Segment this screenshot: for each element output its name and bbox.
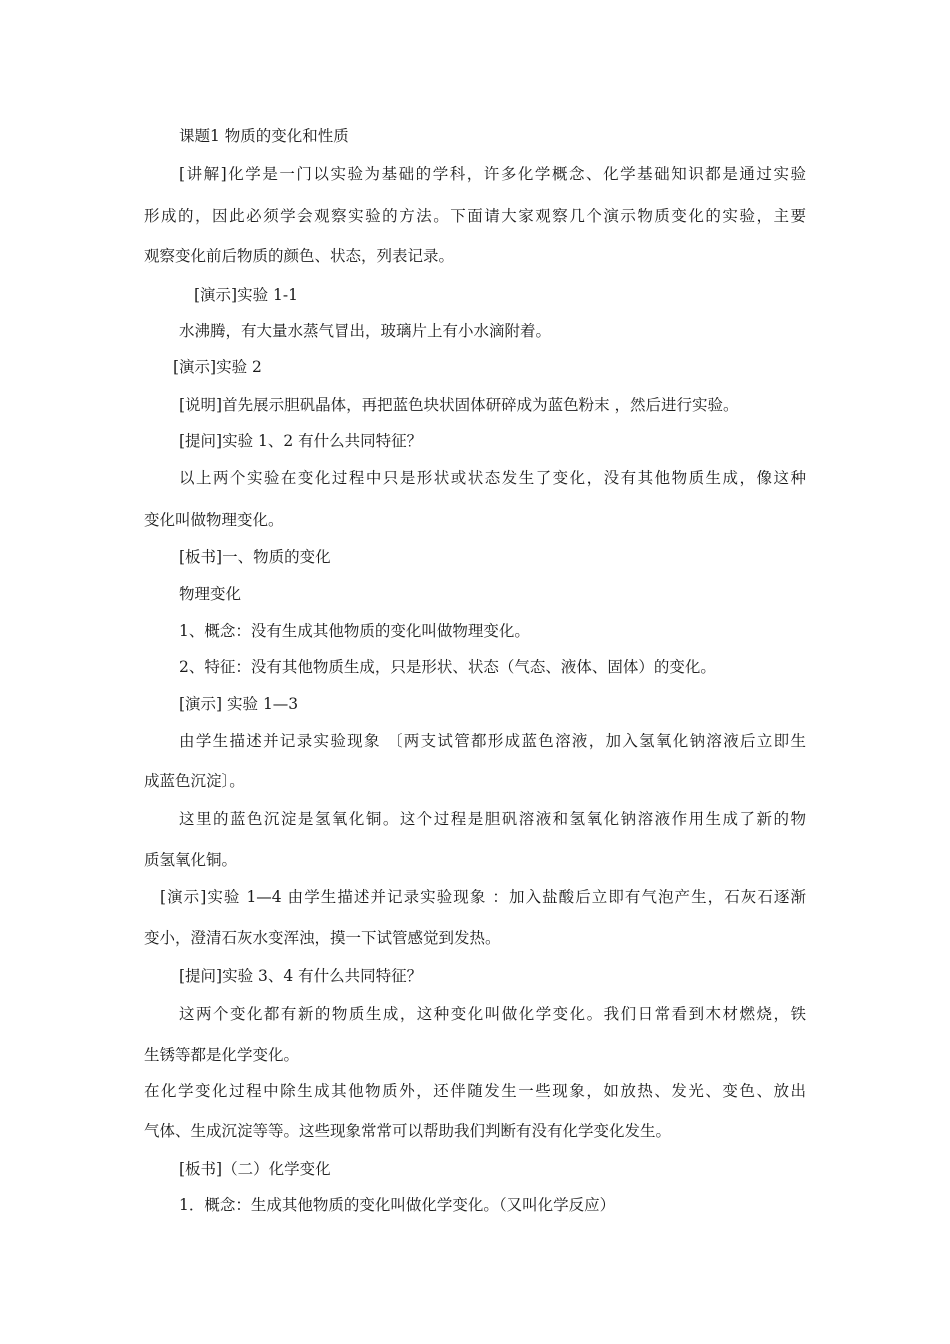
paragraph-line: 变小，澄清石灰水变浑浊，摸一下试管感觉到发热。 — [144, 929, 501, 947]
demo-heading: [演示]实验 1-1 — [194, 286, 298, 304]
paragraph-line: [演示]实验 1—4 由学生描述并记录实验现象 ：加入盐酸后立即有气泡产生，石灰石逐渐 — [160, 888, 806, 906]
paragraph-line: 质氢氧化铜。 — [144, 851, 238, 869]
board-heading: [板书]（二）化学变化 — [179, 1160, 331, 1178]
paragraph-line: 成蓝色沉淀〕。 — [144, 772, 245, 790]
demo-heading: [演示] 实验 1—3 — [179, 695, 299, 713]
paragraph-line: 形成的，因此必须学会观察实验的方法。下面请大家观察几个演示物质变化的实验，主要 — [144, 207, 806, 225]
paragraph-line: 由学生描述并记录实验现象 〔两支试管都形成蓝色溶液，加入氢氧化钠溶液后立即生 — [179, 732, 806, 750]
paragraph-line: 气体、生成沉淀等等。这些现象常常可以帮助我们判断有没有化学变化发生。 — [144, 1122, 672, 1140]
paragraph-line: 观察变化前后物质的颜色、状态，列表记录。 — [144, 247, 455, 265]
observation-text: 水沸腾，有大量水蒸气冒出，玻璃片上有小水滴附着。 — [179, 322, 552, 340]
demo-heading: [演示]实验 2 — [173, 358, 262, 376]
lesson-title: 课题1 物质的变化和性质 — [179, 127, 349, 145]
explanation-text: [说明]首先展示胆矾晶体，再把蓝色块状固体研碎成为蓝色粉末 ，然后进行实验。 — [179, 396, 739, 414]
paragraph-line: 在化学变化过程中除生成其他物质外，还伴随发生一些现象，如放热、发光、变色、放出 — [144, 1082, 806, 1100]
paragraph-line: 生锈等都是化学变化。 — [144, 1046, 300, 1064]
paragraph-line: 变化叫做物理变化。 — [144, 511, 284, 529]
subheading: 物理变化 — [179, 585, 242, 603]
question-text: [提问]实验 3、4 有什么共同特征？ — [179, 967, 423, 985]
concept-text: 1．概念：生成其他物质的变化叫做化学变化。（又叫化学反应） — [179, 1196, 616, 1214]
question-text: [提问]实验 1、2 有什么共同特征？ — [179, 432, 423, 450]
paragraph-line: 这两个变化都有新的物质生成，这种变化叫做化学变化。我们日常看到木材燃烧，铁 — [179, 1005, 806, 1023]
concept-text: 1、概念：没有生成其他物质的变化叫做物理变化。 — [179, 622, 530, 640]
paragraph-line: [讲解]化学是一门以实验为基础的学科，许多化学概念、化学基础知识都是通过实验 — [179, 165, 806, 183]
feature-text: 2、特征：没有其他物质生成，只是形状、状态（气态、液体、固体）的变化。 — [179, 658, 716, 676]
paragraph-line: 这里的蓝色沉淀是氢氧化铜。这个过程是胆矾溶液和氢氧化钠溶液作用生成了新的物 — [179, 810, 806, 828]
board-heading: [板书]一、物质的变化 — [179, 548, 331, 566]
paragraph-line: 以上两个实验在变化过程中只是形状或状态发生了变化，没有其他物质生成，像这种 — [179, 469, 806, 487]
